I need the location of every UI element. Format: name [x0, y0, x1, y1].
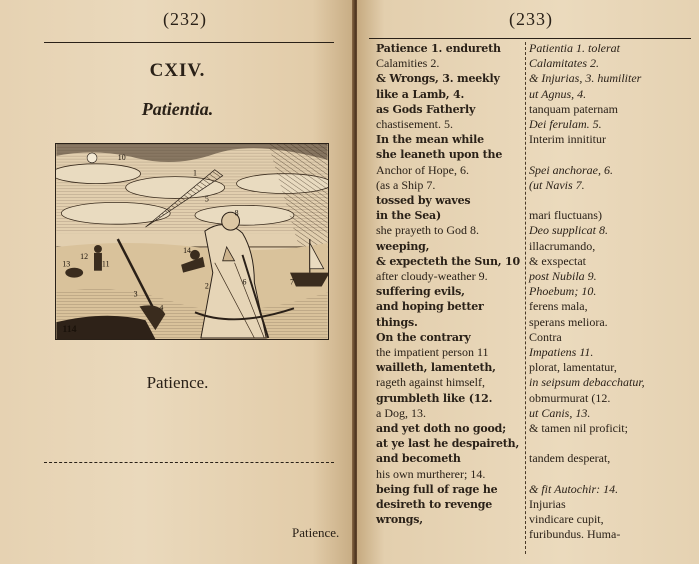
latin-text-line: plorat, lamentatur, [529, 360, 617, 375]
english-text-line: grumbleth like (12. [376, 391, 493, 405]
engraving-illustration [55, 143, 329, 340]
latin-text-line: Dei ferulam. 5. [529, 117, 602, 131]
english-text-line: she leaneth upon the [376, 148, 503, 162]
engraving-label: 13 [62, 259, 71, 269]
header-rule [369, 38, 691, 39]
latin-text-line: tandem desperat, [529, 451, 611, 466]
english-text-line: desireth to revenge [376, 498, 493, 511]
english-text-line: his own murtherer; 14. [376, 466, 486, 481]
caption: Patience. [146, 373, 209, 392]
engraving-label: 6 [242, 277, 247, 287]
english-text-line: like a Lamb, 4. [376, 87, 465, 101]
latin-text-line: Deo supplicat 8. [529, 223, 608, 238]
latin-text-line: vindicare cupit, [529, 512, 604, 527]
column-divider [525, 42, 526, 554]
latin-text-line: mari fluctuans) [529, 208, 602, 223]
latin-text-line: in seipsum debacchatur, [529, 375, 645, 390]
footer-rule [44, 462, 334, 463]
english-text-line: & expecteth the Sun, 10 [376, 254, 520, 268]
english-text-line: she prayeth to God 8. [376, 223, 479, 238]
latin-text-line: illacrumando, [529, 238, 596, 253]
english-text-line: weeping, [376, 239, 430, 253]
latin-text-line: Impatiens 11. [529, 345, 594, 359]
latin-text-line: Injurias [529, 497, 566, 511]
english-text-line: wailleth, lamenteth, [376, 361, 496, 375]
engraving-label: 2 [204, 281, 209, 291]
engraving-label: 1 [192, 168, 197, 178]
english-text-line: and becometh [376, 452, 461, 466]
right-page-number: (233) [509, 9, 553, 29]
english-text-line: as Gods Fatherly [376, 102, 476, 116]
english-text-line: the impatient person 11 [376, 345, 489, 359]
latin-text-line: Phoebum; 10. [529, 284, 597, 299]
chapter-title: Patientia. [141, 99, 214, 119]
english-text-line: after cloudy-weather 9. [376, 269, 488, 283]
english-text-line: things. [376, 315, 418, 329]
english-text-line: being full of rage he [376, 482, 498, 496]
latin-text-line: sperans meliora. [529, 314, 608, 329]
english-text-line: and yet doth no good; [376, 422, 506, 435]
left-page-number: (232) [163, 9, 207, 29]
engraving-label: 14 [183, 245, 191, 255]
latin-text-line: ut Agnus, 4. [529, 86, 587, 101]
latin-text-line: Spei anchorae, 6. [529, 162, 613, 177]
latin-text-line: Calamitates 2. [529, 56, 600, 71]
latin-text-line: & tamen nil proficit; [529, 421, 628, 435]
catchword: Patience. [292, 525, 340, 540]
latin-text-line: post Nubila 9. [529, 269, 597, 283]
latin-text-line: & Injurias, 3. humiliter [529, 71, 642, 86]
english-text-line: suffering evils, [376, 285, 465, 299]
english-text-line: & Wrongs, 3. meekly [376, 72, 500, 86]
engraving-label: 12 [80, 251, 89, 261]
english-text-line: at ye last he despaireth, [376, 437, 520, 451]
latin-text-line: Contra [529, 329, 562, 344]
plate-number: 114 [62, 324, 77, 336]
latin-text-line: ut Canis, 13. [529, 405, 591, 420]
english-text-line: in the Sea) [376, 209, 441, 223]
english-text-line: In the mean while [376, 133, 484, 147]
latin-text-line: furibundus. Huma- [529, 527, 621, 542]
english-text-line: (as a Ship 7. [376, 177, 436, 192]
engraving-label: 5 [204, 194, 209, 204]
english-text-line: tossed by waves [376, 194, 471, 207]
latin-text-line: Interim innititur [529, 132, 606, 147]
latin-text-line: ferens mala, [529, 299, 588, 314]
english-text-line: On the contrary [376, 330, 471, 344]
english-text-line: a Dog, 13. [376, 405, 426, 420]
latin-text-line: Patientia 1. tolerat [529, 41, 620, 55]
latin-text-line: obmurmurat (12. [529, 390, 611, 405]
engraving-label: 8 [234, 208, 239, 218]
engraving-label: 7 [289, 277, 294, 287]
engraving-label: 4 [159, 303, 164, 313]
engraving-svg [56, 144, 328, 339]
latin-text-line: (ut Navis 7. [529, 177, 585, 192]
english-text-line: Anchor of Hope, 6. [376, 162, 469, 177]
latin-text-line: & fit Autochir: 14. [529, 481, 619, 496]
engraving-label: 3 [133, 289, 138, 299]
english-text-line: Calamities 2. [376, 56, 440, 71]
engraving-label: 11 [101, 259, 110, 269]
english-text-line: and hoping better [376, 300, 484, 314]
engraving-label: 10 [117, 152, 126, 162]
english-text-line: chastisement. 5. [376, 117, 453, 131]
latin-text-line: & exspectat [529, 253, 586, 268]
english-text-line: rageth against himself, [376, 375, 485, 390]
chapter-number: CXIV. [149, 60, 206, 81]
header-rule [44, 42, 334, 43]
latin-text-line: tanquam paternam [529, 101, 618, 116]
english-text-line: wrongs, [376, 513, 423, 527]
english-text-line: Patience 1. endureth [376, 42, 501, 55]
